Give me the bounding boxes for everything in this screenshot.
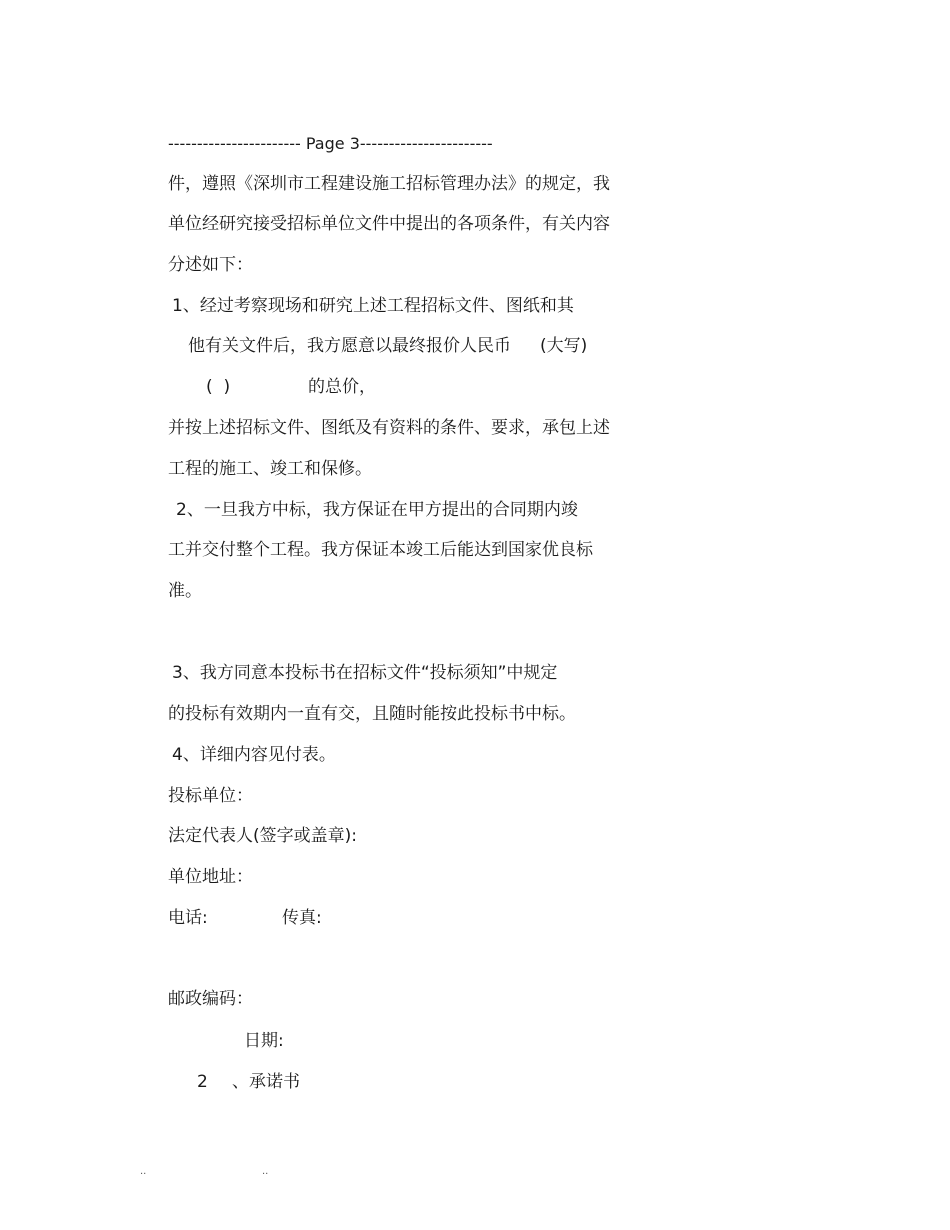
footer-mark-left: .. [140,1166,147,1177]
legal-rep-label: 法定代表人(签字或盖章): [168,826,357,846]
date-label: 日期: [244,1031,284,1051]
address-label: 单位地址： [168,867,253,887]
section-title: 、承诺书 [232,1072,300,1092]
item-2-line-3: 准。 [168,581,202,601]
item-1-line-4: 并按上述招标文件、图纸及有资料的条件、要求，承包上述 [168,418,610,438]
paragraph-intro-line-2: 单位经研究接受招标单位文件中提出的各项条件，有关内容 [168,214,610,234]
bidder-label: 投标单位： [168,786,253,806]
item-1-paren: ( ) [206,377,231,397]
item-1-total: 的总价， [308,377,376,397]
paragraph-intro-line-3: 分述如下： [168,255,253,275]
item-2-line-1: 2、一旦我方中标，我方保证在甲方提出的合同期内竣 [176,500,578,520]
phone-label: 电话: [168,908,208,928]
fax-label: 传真: [282,908,322,928]
page-marker: ----------------------- Page 3----------------------- [168,134,493,153]
item-1-line-5: 工程的施工、竣工和保修。 [168,459,372,479]
postcode-label: 邮政编码： [168,989,253,1009]
item-1-line-2: 他有关文件后，我方愿意以最终报价人民币 [188,336,511,356]
item-1-daxie: (大写) [540,336,588,356]
item-3-line-2: 的投标有效期内一直有交，且随时能按此投标书中标。 [168,704,576,724]
paragraph-intro-line-1: 件，遵照《深圳市工程建设施工招标管理办法》的规定，我 [168,174,610,194]
item-1-line-1: 1、经过考察现场和研究上述工程招标文件、图纸和其 [172,296,574,316]
section-number: 2 [197,1072,208,1092]
footer-mark-right: .. [262,1166,269,1177]
item-4-line-1: 4、详细内容见付表。 [172,745,336,765]
item-3-line-1: 3、我方同意本投标书在招标文件“投标须知”中规定 [172,663,558,683]
item-2-line-2: 工并交付整个工程。我方保证本竣工后能达到国家优良标 [168,540,593,560]
